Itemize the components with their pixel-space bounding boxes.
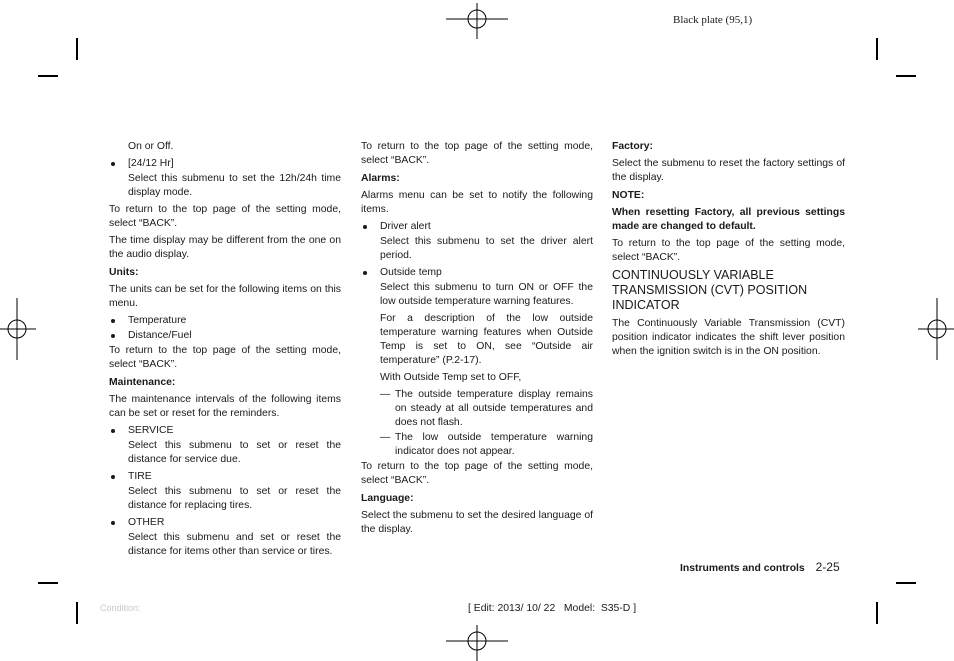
- footer-section-title: Instruments and controls: [680, 563, 805, 574]
- page-number: 2-25: [815, 560, 840, 574]
- bullet-item: Distance/Fuel: [109, 329, 341, 343]
- bullet-item: OTHER: [109, 516, 341, 530]
- bullet-item: TIRE: [109, 470, 341, 484]
- crop-mark-br-h: [896, 582, 916, 584]
- crop-mark-bl-h: [38, 582, 58, 584]
- dash-mark: —: [380, 432, 391, 443]
- paragraph: The units can be set for the following items on this menu.: [109, 284, 341, 309]
- paragraph: Select the submenu to set the desired language of the display.: [361, 510, 593, 535]
- paragraph: The time display may be different from the one on the audio display.: [109, 235, 341, 260]
- section-heading: CONTINUOUSLY VARIABLE TRANSMISSION (CVT) POSITION INDICATOR: [612, 268, 808, 312]
- bullet-item: Temperature: [109, 314, 341, 328]
- registration-mark-right-icon: [918, 298, 954, 360]
- dash-text: The low outside temperature warning indicator does not appear.: [395, 432, 593, 457]
- heading-units: Units:: [109, 267, 139, 278]
- bullet-item: SERVICE: [109, 424, 341, 438]
- crop-mark-bl-v: [76, 602, 78, 624]
- paragraph: Alarms menu can be set to notify the following items.: [361, 190, 593, 215]
- paragraph: Select this submenu to set the 12h/24h time display mode.: [128, 173, 341, 198]
- paragraph: For a description of the low outside temperature warning features when Outside Temp is set to ON, see “Outside air temperature” (P.2-17).: [380, 313, 593, 366]
- bullet-item: Driver alert: [361, 220, 593, 234]
- paragraph: Select this submenu to set the driver alert period.: [380, 236, 593, 261]
- dash-item: [361, 388, 593, 430]
- paragraph: On or Off.: [128, 141, 174, 152]
- dash-mark: —: [380, 389, 391, 400]
- paragraph: Select this submenu to set or reset the distance for replacing tires.: [128, 486, 341, 511]
- crop-mark-br-v: [876, 602, 878, 624]
- bullet-item: [24/12 Hr]: [109, 157, 341, 171]
- paragraph: With Outside Temp set to OFF,: [380, 372, 522, 383]
- paragraph: Select this submenu and set or reset the distance for items other than service or tires.: [128, 532, 341, 557]
- crop-mark-tl-v: [76, 38, 78, 60]
- heading-maintenance: Maintenance:: [109, 377, 176, 388]
- heading-language: Language:: [361, 493, 414, 504]
- crop-mark-tr-v: [876, 38, 878, 60]
- paragraph: To return to the top page of the setting mode, select “BACK”.: [109, 345, 341, 370]
- paragraph: The Continuously Variable Transmission (CVT) position indicator indicates the shift lever position when the ignition switch is in the ON position.: [612, 318, 845, 357]
- paragraph: To return to the top page of the setting mode, select “BACK”.: [361, 461, 593, 486]
- column-2: [361, 140, 593, 540]
- edit-info: [ Edit: 2013/ 10/ 22 Model: S35-D ]: [468, 603, 637, 614]
- paragraph: To return to the top page of the setting mode, select “BACK”.: [109, 204, 341, 229]
- note-text: When resetting Factory, all previous settings made are changed to default.: [612, 207, 845, 232]
- crop-mark-tl-h: [38, 75, 58, 77]
- paragraph: Select this submenu to turn ON or OFF the low outside temperature warning features.: [380, 282, 593, 307]
- registration-mark-left-icon: [0, 298, 36, 360]
- crop-mark-tr-h: [896, 75, 916, 77]
- paragraph: To return to the top page of the setting mode, select “BACK”.: [612, 238, 845, 263]
- paragraph: Select this submenu to set or reset the distance for service due.: [128, 440, 341, 465]
- paragraph: Select the submenu to reset the factory settings of the display.: [612, 158, 845, 183]
- plate-label: Black plate (95,1): [673, 14, 753, 26]
- column-3: [612, 140, 845, 362]
- paragraph: The maintenance intervals of the following items can be set or reset for the reminders.: [109, 394, 341, 419]
- registration-mark-top-icon: [446, 3, 508, 39]
- registration-mark-bottom-icon: [446, 625, 508, 661]
- bullet-item: Outside temp: [361, 266, 593, 280]
- paragraph: To return to the top page of the setting mode, select “BACK”.: [361, 141, 593, 166]
- footer-section: [680, 560, 840, 574]
- heading-note: NOTE:: [612, 190, 645, 201]
- dash-text: The outside temperature display remains on steady at all outside temperatures and does not flash.: [395, 389, 593, 428]
- column-1: [109, 140, 341, 562]
- dash-item: [361, 431, 593, 459]
- condition-label: Condition:: [100, 603, 141, 613]
- heading-factory: Factory:: [612, 141, 653, 152]
- heading-alarms: Alarms:: [361, 173, 400, 184]
